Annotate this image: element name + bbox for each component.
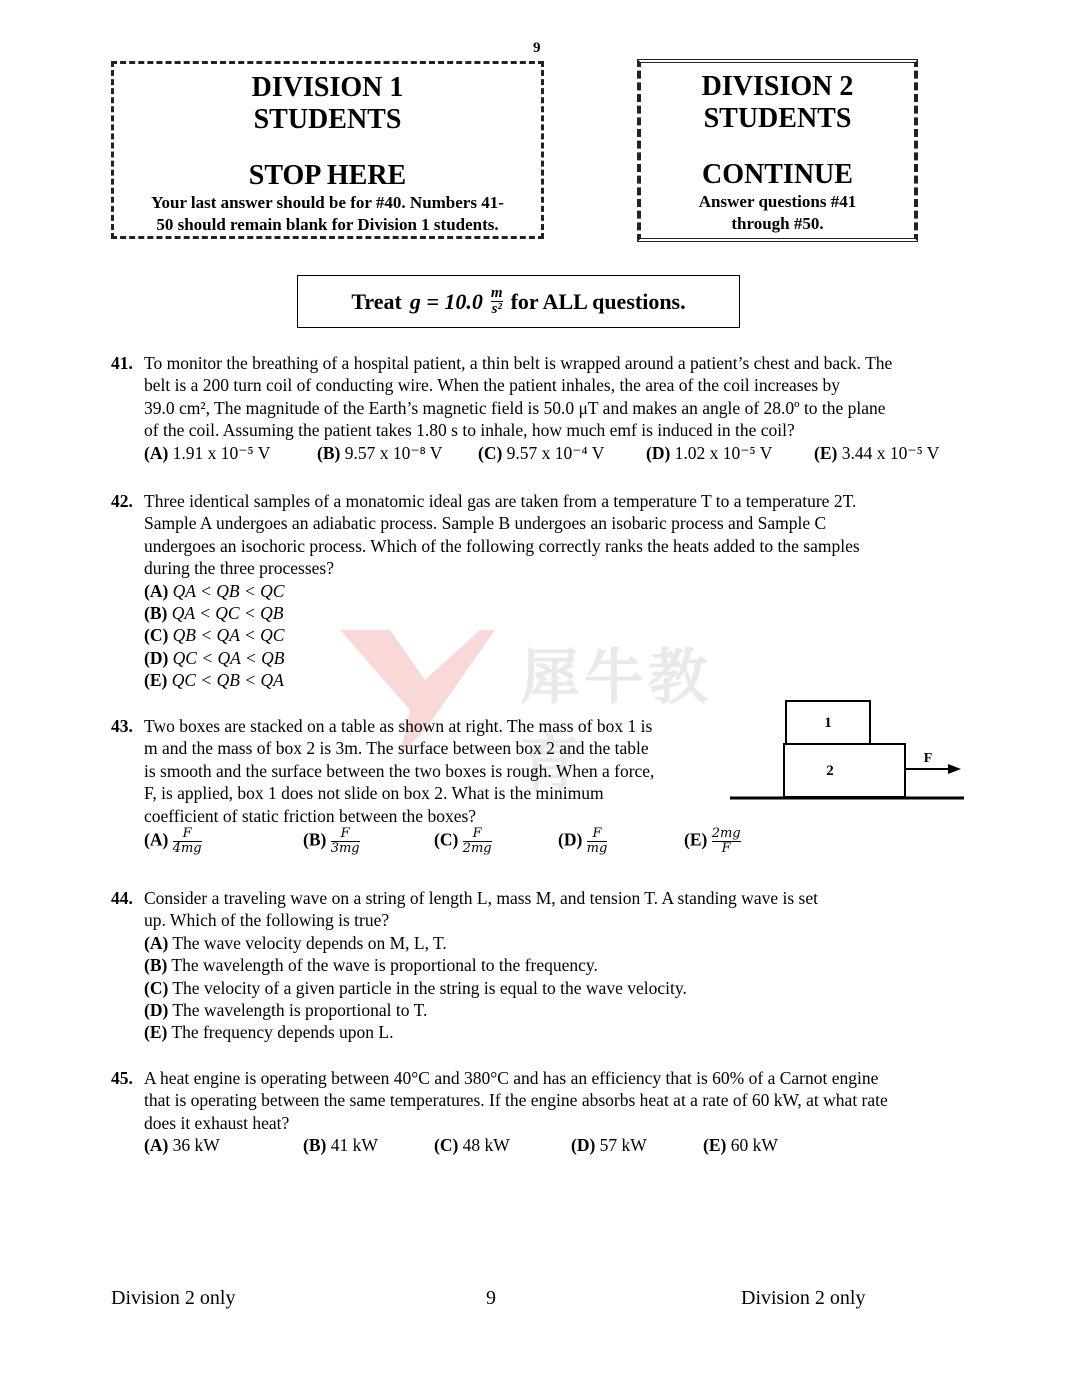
choice-e: (E) The frequency depends upon L. [144, 1022, 394, 1043]
question-text-line: F, is applied, box 1 does not slide on box 2. What is the minimum [144, 783, 604, 804]
footer-page-number: 9 [486, 1287, 496, 1309]
gravity-notice-prefix: Treat [351, 288, 402, 314]
choice-d: (D) 57 kW [571, 1135, 647, 1156]
gravity-unit-fraction [491, 286, 503, 317]
question-text-line: Sample A undergoes an adiabatic process. Sample B undergoes an isobaric process and Sample C [144, 513, 827, 534]
page-number-top: 9 [533, 40, 541, 56]
footer-left: Division 2 only [111, 1287, 236, 1309]
answer-choices [111, 1134, 991, 1156]
choice-b: (B) 41 kW [303, 1135, 378, 1156]
choice-b: (B) QA < QC < QB [144, 603, 284, 624]
division1-subtitle: STUDENTS [253, 104, 402, 135]
question-45 [111, 1067, 991, 1157]
question-text-line: coefficient of static friction between the boxes? [144, 805, 477, 826]
choice-d: (D) 1.02 x 10⁻⁵ V [646, 442, 773, 463]
choice-c: (C) 48 kW [434, 1135, 510, 1156]
choice-d: (D) $\frac{F}{mg}$ [558, 826, 608, 856]
question-text-line: that is operating between the same temperatures. If the engine absorbs heat at a rate of 60 kW, at what rate [144, 1090, 888, 1111]
question-number: 43. [111, 716, 133, 736]
gravity-unit-denominator: s² [491, 301, 502, 317]
question-text-line: up. Which of the following is true? [144, 910, 390, 931]
question-text-line: m and the mass of box 2 is 3m. The surface between box 2 and the table [144, 738, 649, 759]
choice-c: (C) The velocity of a given particle in the string is equal to the wave velocity. [144, 977, 687, 998]
box-2-label: 2 [826, 763, 834, 779]
choice-c: (C) $\frac{F}{2mg}$ [434, 826, 492, 856]
question-number: 45. [111, 1068, 133, 1088]
question-number: 44. [111, 888, 133, 908]
division1-note-line1: Your last answer should be for #40. Numbers 41- [151, 193, 504, 212]
question-text-line: 39.0 cm², The magnitude of the Earth’s magnetic field is 50.0 μT and makes an angle of 28.0º to the plane [144, 397, 886, 418]
box-1-label: 1 [824, 715, 832, 731]
choice-d: (D) The wavelength is proportional to T. [144, 1000, 428, 1021]
choice-b: (B) The wavelength of the wave is proportional to the frequency. [144, 955, 598, 976]
question-42 [111, 490, 991, 692]
question-text-line: belt is a 200 turn coil of conducting wire. When the patient inhales, the area of the coil increases by [144, 375, 841, 396]
division2-note-line1: Answer questions #41 [698, 192, 857, 211]
choice-d: (D) QC < QA < QB [144, 647, 285, 668]
question-text-line: Three identical samples of a monatomic ideal gas are taken from a temperature T to a temperature 2T. [144, 491, 857, 511]
question-text-line: Two boxes are stacked on a table as shown at right. The mass of box 1 is [144, 716, 653, 736]
question-text-line: undergoes an isochoric process. Which of the following correctly ranks the heats added to the samples [144, 535, 860, 556]
footer-right: Division 2 only [741, 1287, 866, 1309]
question-text-line: Consider a traveling wave on a string of length L, mass M, and tension T. A standing wave is set [144, 888, 818, 908]
choice-a: (A) QA < QB < QC [144, 580, 285, 601]
choice-b: (B) 9.57 x 10⁻⁸ V [317, 442, 443, 463]
division1-title: DIVISION 1 [251, 72, 404, 103]
question-text-line: is smooth and the surface between the two boxes is rough. When a force, [144, 760, 655, 781]
gravity-value: g = 10.0 [409, 288, 483, 314]
division2-note-line2: through #50. [731, 214, 824, 233]
force-label: F [923, 751, 933, 766]
choice-c: (C) 9.57 x 10⁻⁴ V [478, 442, 605, 463]
question-41 [111, 352, 991, 464]
division1-note-line2: 50 should remain blank for Division 1 students. [156, 215, 499, 234]
division2-box [637, 59, 918, 242]
stacked-boxes-diagram [728, 698, 968, 804]
division1-box [111, 61, 544, 239]
question-text-line: of the coil. Assuming the patient takes 1.80 s to inhale, how much emf is induced in the coil? [144, 420, 795, 441]
question-number: 42. [111, 491, 133, 511]
force-arrow-head [948, 764, 961, 774]
question-text-line: To monitor the breathing of a hospital patient, a thin belt is wrapped around a patient’s chest and back. The [144, 353, 893, 373]
watermark-text: 犀牛教育 [520, 643, 712, 799]
choice-e: (E) QC < QB < QA [144, 670, 284, 691]
choice-e: (E) 3.44 x 10⁻⁵ V [814, 442, 940, 463]
question-44 [111, 887, 991, 1044]
choice-a: (A) $\frac{F}{4mg}$ [144, 826, 202, 856]
choice-b: (B) $\frac{F}{3mg}$ [303, 826, 360, 856]
question-43 [111, 715, 731, 827]
question-number: 41. [111, 353, 133, 373]
choice-e: (E) $\frac{2mg}{F}$ [684, 826, 741, 856]
question-text-line: does it exhaust heat? [144, 1112, 290, 1133]
division2-subtitle: STUDENTS [703, 103, 852, 134]
question-text-line: A heat engine is operating between 40°C and 380°C and has an efficiency that is 60% of a Carnot engine [144, 1068, 879, 1088]
division1-stop: STOP HERE [248, 160, 407, 191]
question-text-line: during the three processes? [144, 558, 334, 579]
box-2 [784, 744, 905, 797]
choice-c: (C) QB < QA < QC [144, 625, 285, 646]
division2-title: DIVISION 2 [701, 71, 854, 102]
gravity-notice [297, 275, 740, 328]
choice-e: (E) 60 kW [703, 1135, 778, 1156]
gravity-notice-suffix: for ALL questions. [510, 288, 686, 314]
division2-continue: CONTINUE [702, 159, 853, 190]
answer-choices [111, 442, 991, 464]
choice-a: (A) The wave velocity depends on M, L, T. [144, 932, 447, 953]
choice-a: (A) 1.91 x 10⁻⁵ V [144, 442, 271, 463]
q43-answer-choices [144, 827, 764, 856]
gravity-unit-numerator: m [490, 285, 503, 301]
choice-a: (A) 36 kW [144, 1135, 220, 1156]
